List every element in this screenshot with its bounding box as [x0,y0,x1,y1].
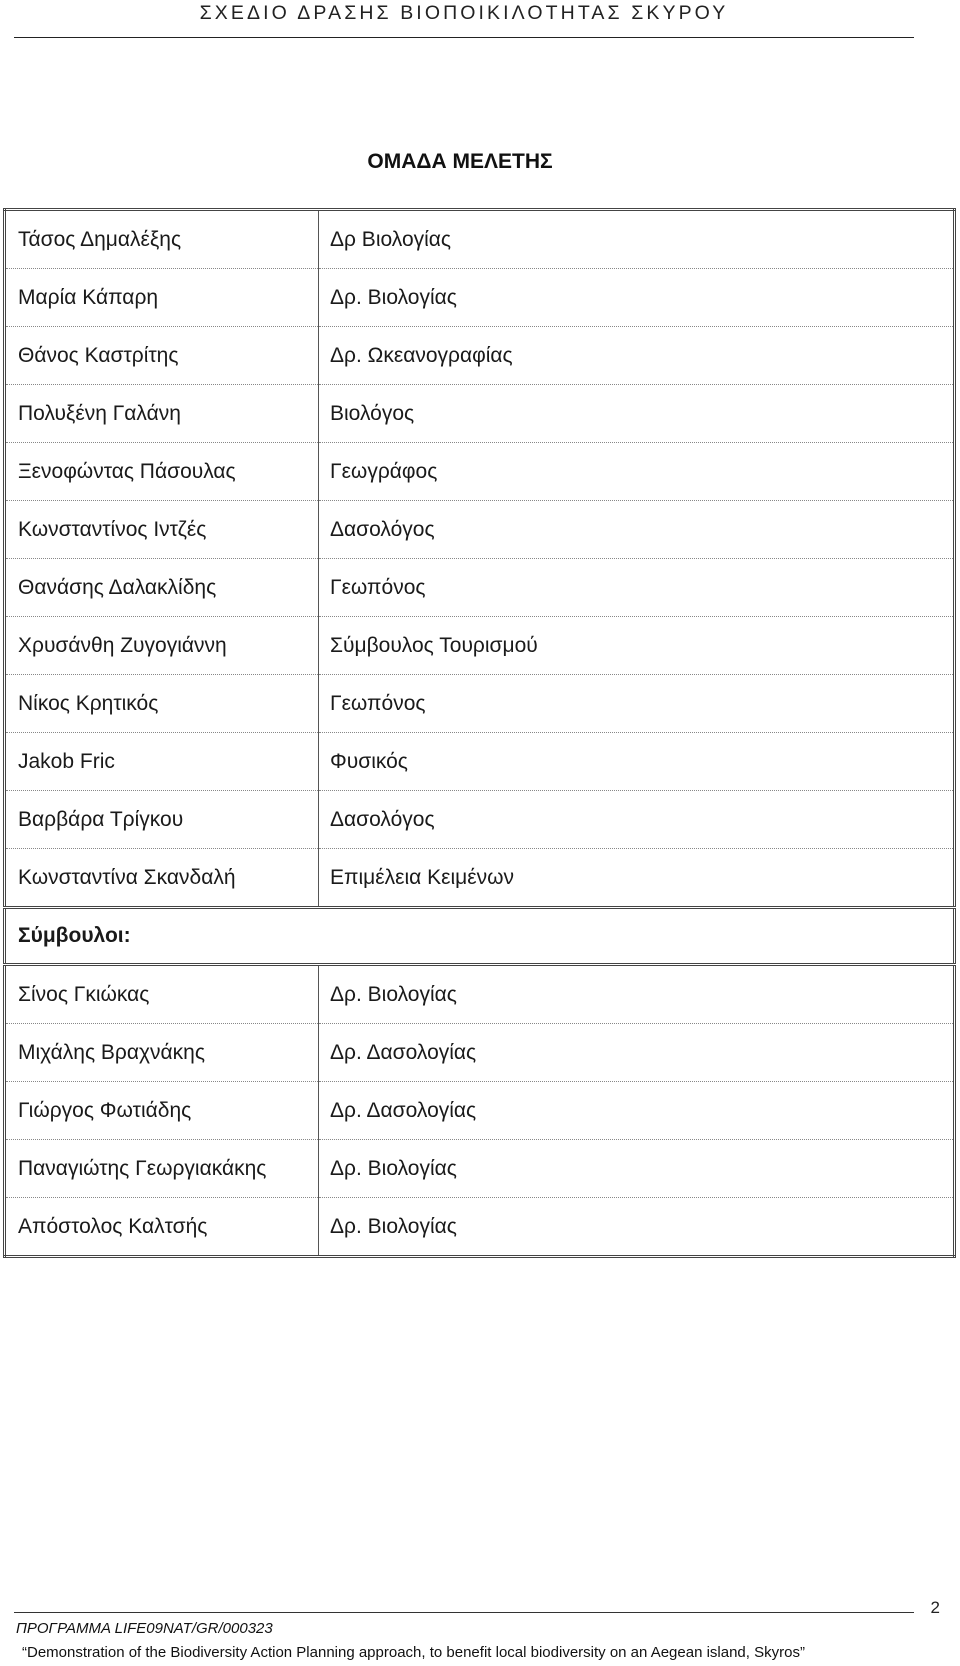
advisors-heading: Σύμβουλοι: [5,908,955,965]
member-name: Ξενοφώντας Πάσουλας [5,443,319,501]
member-name: Μαρία Κάπαρη [5,269,319,327]
advisor-name: Σίνος Γκιώκας [5,965,319,1024]
advisors-heading-row [5,908,955,965]
team-row [5,501,955,559]
team-row [5,443,955,501]
footer-divider [14,1612,914,1613]
team-row [5,675,955,733]
member-role: Δασολόγος [319,791,955,849]
document-header-title: ΣΧΕΔΙΟ ΔΡΑΣΗΣ ΒΙΟΠΟΙΚΙΛΟΤΗΤΑΣ ΣΚΥΡΟΥ [199,2,729,24]
footer-program-code: ΠΡΟΓΡΑΜΜΑ LIFE09NAT/GR/000323 [16,1620,273,1637]
advisor-name: Γιώργος Φωτιάδης [5,1082,319,1140]
member-name: Τάσος Δημαλέξης [5,210,319,269]
footer-project-description: “Demonstration of the Biodiversity Action Planning approach, to benefit local biodiversity on an Aegean island, Skyros” [22,1644,805,1661]
advisor-role: Δρ. Βιολογίας [319,1140,955,1198]
member-role: Δασολόγος [319,501,955,559]
member-name: Θάνος Καστρίτης [5,327,319,385]
member-name: Κωνσταντίνα Σκανδαλή [5,849,319,908]
advisor-name: Μιχάλης Βραχνάκης [5,1024,319,1082]
advisor-role: Δρ. Βιολογίας [330,1214,457,1238]
member-name: Βαρβάρα Τρίγκου [5,791,319,849]
advisor-name: Απόστολος Καλτσής [5,1198,319,1257]
team-row [5,385,955,443]
advisor-role: Δρ. Βιολογίας [319,965,955,1024]
page-number: 2 [930,1598,940,1617]
team-row [5,733,955,791]
member-role: Γεωπόνος [319,675,955,733]
advisor-role: Δρ. Δασολογίας [319,1082,955,1140]
member-role: Δρ. Ωκεανογραφίας [319,327,955,385]
member-name: Κωνσταντίνος Ιντζές [5,501,319,559]
member-role: Σύμβουλος Τουρισμού [319,617,955,675]
team-row [5,210,955,269]
member-name: Νίκος Κρητικός [5,675,319,733]
team-row [5,269,955,327]
advisor-name: Παναγιώτης Γεωργιακάκης [5,1140,319,1198]
header-divider [14,37,914,38]
advisor-row [5,1140,955,1198]
team-row [5,849,955,908]
member-role: Δρ Βιολογίας [319,210,955,269]
team-row [5,559,955,617]
advisor-role: Δρ. Δασολογίας [319,1024,955,1082]
member-name: Χρυσάνθη Ζυγογιάννη [5,617,319,675]
member-role: Γεωγράφος [319,443,955,501]
member-role: Επιμέλεια Κειμένων [319,849,955,908]
advisor-row [5,1082,955,1140]
team-row [5,327,955,385]
member-name: Jakob Fric [5,733,319,791]
member-name: Πολυξένη Γαλάνη [5,385,319,443]
advisor-row [5,1198,955,1257]
study-team-table [3,208,956,1258]
member-role: Φυσικός [319,733,955,791]
team-row [5,617,955,675]
team-row [5,791,955,849]
member-role: Γεωπόνος [319,559,955,617]
advisor-row [5,1024,955,1082]
member-role: Βιολόγος [319,385,955,443]
section-title: ΟΜΑΔΑ ΜΕΛΕΤΗΣ [367,150,553,173]
advisor-row [5,965,955,1024]
member-name: Θανάσης Δαλακλίδης [5,559,319,617]
member-role: Δρ. Βιολογίας [319,269,955,327]
